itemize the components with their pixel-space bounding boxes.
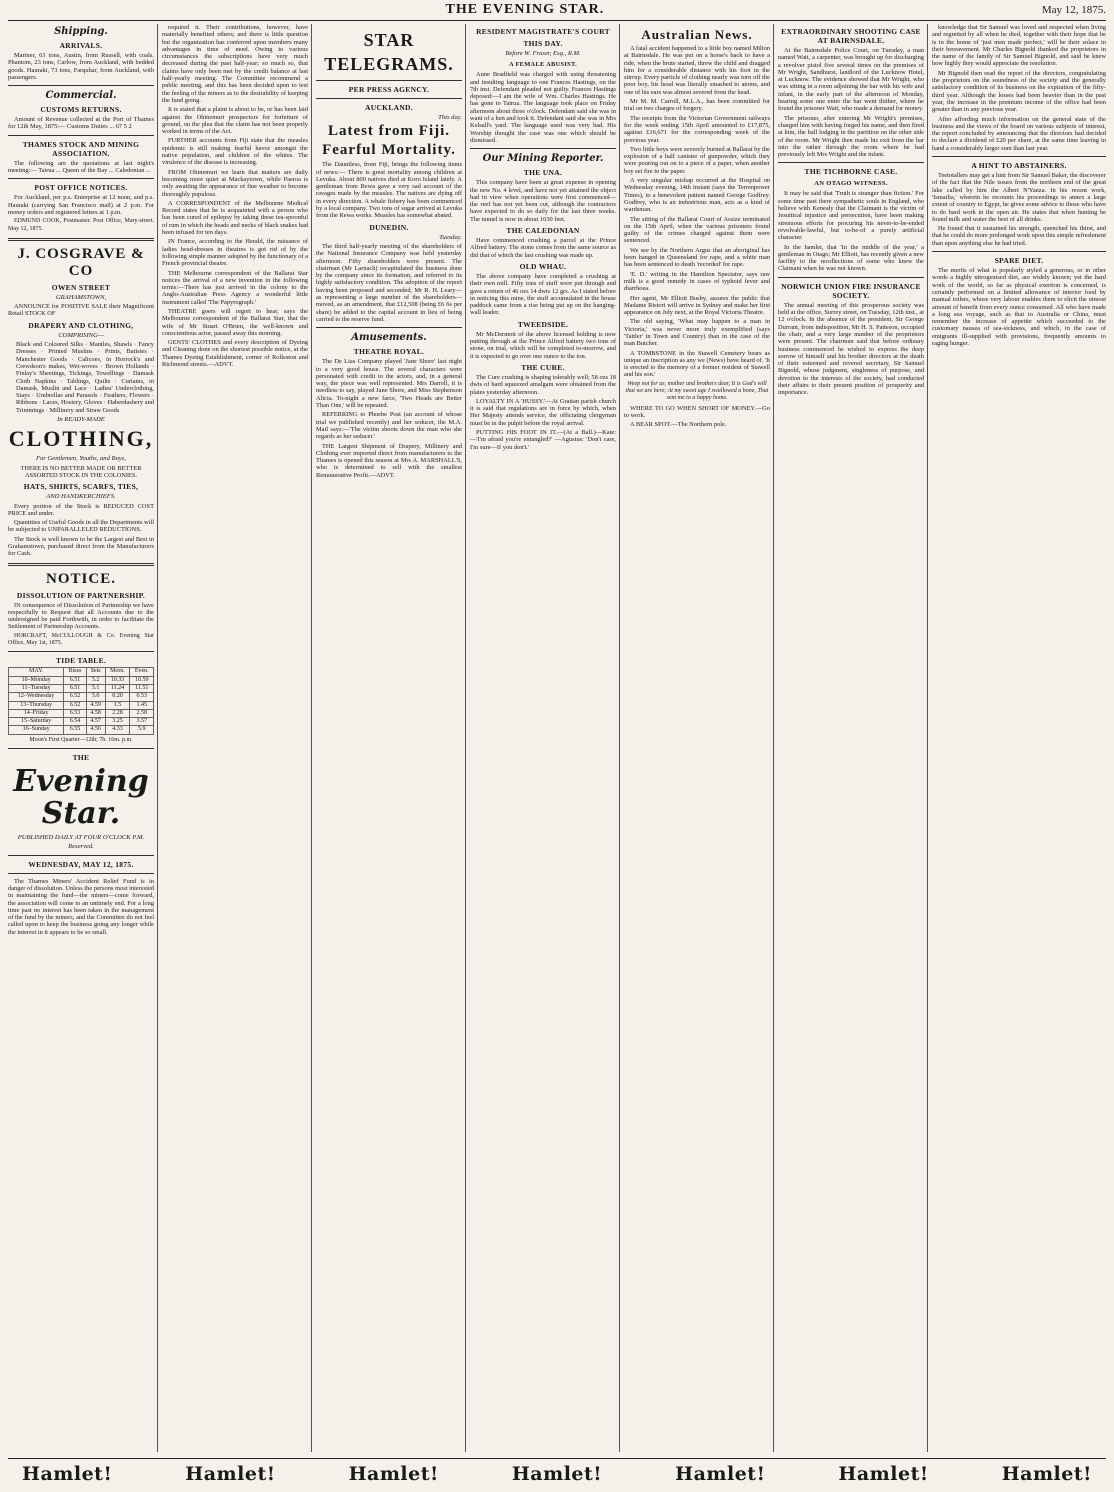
tide-row	[9, 718, 154, 726]
divider	[8, 873, 154, 874]
hint-text-2: He found that it sustained his strength, quenched his thirst, and that he could do more prolonged work upon this simple refreshment than upon anything else he had tried.	[932, 225, 1106, 247]
post-office-text: For Auckland, per p.s. Enterprise at 12 noon, and p.s. Hauraki (carrying San Francisco mail) at 2 p.m. For money orders and registered letters at 1 p.m.	[8, 194, 154, 216]
tide-cell: 15–Saturday	[9, 718, 64, 726]
hats-sub: AND HANDKERCHIEFS.	[46, 493, 116, 501]
tide-column-header: Even.	[130, 668, 154, 676]
news-paragraph: The receipts from the Victorian Government railways for the week ending 15th April amounted to £17,875, against £16,671 for the corresponding week of the previous year.	[624, 114, 770, 144]
news-paragraph: THE Melbourne correspondent of the Ballarat Star notices the arrival of a new invention in the following terms:—There has just arrived in the colony to the Anglo-Australian Press Agency a wonderful little instrument called 'The Papyrograph.'	[162, 269, 308, 306]
cure-text: The Cure crushing is shaping tolerably well; 58 ozs 18 dwts of hard squeezed amalgam were obtained from the plates yesterday afternoon.	[470, 373, 616, 396]
shooting-case-text: At the Bairnsdale Police Court, on Tuesday, a man named Watt, a carpenter, was brought up for discharging a revolver pistol five several times on the premises of Mr Wright, Sandhurst, landlord of the Lucknow Hotel, at Lucknow. The evidence showed that Mr Wright, who was sitting in a room adjoining the bar with his wife and infant, in the early part of the afternoon of Monday, hearing some one enter the bar went thither, where he found the prisoner Watt, who made a demand for money.	[778, 47, 924, 113]
divider	[8, 135, 154, 136]
customs-text: Amount of Revenue collected at the Port of Thames for 12th May, 1875:— Customs Duties ... 67 5 2	[8, 116, 154, 131]
tide-cell: 12–Wednesday	[9, 693, 64, 701]
column-4	[470, 24, 616, 1452]
tweedside-text: Mr McDermott of the above licensed holding is now putting through at the Prince Alfred battery two tons of stone, on trial, which will be completed to-morrow, and it is expected to go over one ounce to the ton.	[470, 330, 616, 360]
tide-cell: 5.0	[86, 693, 105, 701]
column-1	[8, 24, 154, 1452]
caledonian-text: Have commenced crushing a parcel at the Prince Alfred battery. The stone comes from the same source as did that of which the last crushing was made up.	[470, 237, 616, 259]
divider	[8, 651, 154, 652]
tide-cell: 5.1	[86, 684, 105, 692]
news-paragraph: FURTHER accounts from Fiji state that the measles epidemic is still making fearful havoc amongst the native population, and children of the whites. The virulence of the disease is increasing.	[162, 137, 308, 167]
tide-row	[9, 693, 154, 701]
court-text: Anne Bradfield was charged with using threatening and insulting language to one Frances Hastings, on the 7th inst. Defendant pleaded not guilty. Frances Hastings deposed:—I am the wife of Wm. Charles Hastings. He has gone to Tairua. The language took place on Friday afternoon about three o'clock. Defendant said she was in want of a hen and took it. Defendant said she was in Mrs Kelsall's yard. The language used was very bad. His Worship thought the case was one which should be dismissed.	[470, 71, 616, 144]
per-press-heading: PER PRESS AGENCY.	[348, 85, 430, 94]
auckland-heading: AUCKLAND.	[365, 103, 413, 112]
tide-row	[9, 684, 154, 692]
divider	[8, 238, 154, 241]
tide-cell: 4.56	[86, 726, 105, 734]
tide-row	[9, 726, 154, 734]
mining-reporter-heading: Our Mining Reporter.	[482, 153, 604, 165]
bear-spot-text: A BEAR SPOT.—The Northern pole.	[630, 421, 727, 429]
evening-star-nameplate: Evening Star.	[13, 764, 149, 832]
arrivals-heading: ARRIVALS.	[59, 41, 103, 50]
tichborne-heading: THE TICHBORNE CASE.	[804, 167, 898, 177]
column-rule	[311, 24, 312, 1452]
tide-cell: 4.58	[86, 709, 105, 717]
tide-cell: 3.57	[130, 718, 154, 726]
tide-cell: 6.53	[64, 709, 86, 717]
tide-cell: 10–Monday	[9, 676, 64, 684]
shooting-case-text-2: The prisoner, after entering Mr Wright's premises, charged him with having forged his name, and then fired at him, the ball lodging in the partition on the other side of the room. Mr Wright then made his exit from the bar into the rather through the room where he had previously left Mrs Wright and the infant.	[778, 114, 924, 159]
divider	[932, 251, 1106, 252]
cure-heading: THE CURE.	[521, 362, 565, 372]
divider	[778, 162, 924, 163]
this-day-label: This day.	[438, 114, 462, 121]
norwich-heading: NORWICH UNION FIRE INSURANCE SOCIETY.	[781, 281, 921, 300]
post-office-signature: EDMUND COOK, Postmaster. Post Office, Mary-street. May 12, 1875.	[8, 218, 154, 232]
tide-column-header: Sets	[86, 668, 105, 676]
australian-news-heading: Australian News.	[641, 27, 753, 42]
largest-shipment-text: THE Largest Shipment of Drapery, Millinery and Clothing ever imported direct from manufacturers to the Thames is opened this season at Mrs A. MARSHALL'S, who is determined to sell with the smallest Remunerative Profit.—ADVT.	[316, 442, 462, 479]
tide-cell: 16–Sunday	[9, 726, 64, 734]
caledonian-heading: THE CALEDONIAN	[506, 226, 580, 236]
amusements-heading: Amusements.	[351, 332, 427, 344]
tuesday-label: Tuesday.	[439, 233, 462, 241]
old-whau-heading: OLD WHAU.	[519, 261, 567, 271]
notice-heading: NOTICE.	[46, 570, 116, 587]
cosgrave-street: OWEN STREET	[51, 282, 111, 292]
divider	[8, 178, 154, 179]
drapery-heading: DRAPERY AND CLOTHING,	[28, 320, 134, 330]
the-label: THE	[72, 753, 90, 763]
tide-cell: 5.9	[130, 726, 154, 734]
divider	[932, 156, 1106, 157]
customs-heading: CUSTOMS RETURNS.	[40, 105, 122, 115]
tide-column-header: Morn.	[105, 668, 130, 676]
divider	[778, 277, 924, 278]
tide-cell: 1.45	[130, 701, 154, 709]
leader-text: The Thames Miners' Accident Relief Fund is in danger of dissolution. Unless the persons most interested in maintaining the fund—the miners—come forward, the association will come to an untimely end. For a long time past no interest has been taken in the management of the fund by the miners, and the Committee do not feel called upon to keep the business going any longer while the interest in it appears to be so small.	[8, 877, 154, 936]
tide-cell: 10.59	[130, 676, 154, 684]
tide-cell: 6.51	[64, 676, 86, 684]
news-paragraph: A fatal accident happened to a little boy named Milton at Bairnsdale. He was put on a horse's back to have a ride, when the brute started, threw the child and dragged him for a considerable distance with his foot in the stirrup. Every particle of clothing nearly was torn off the poor boy, his head was literally smashed to atoms, and one of his ears was almost severed from the head.	[624, 45, 770, 96]
quantities-text: Quantities of Useful Goods in all the Departments will be subjected to UNPARALLELED REDUCTIONS.	[8, 519, 154, 534]
tide-cell: 13–Thursday	[9, 701, 64, 709]
theatre-text: The De Lias Company played 'Jane Shore' last night to a very good house. The several characters were personated with credit to the actors, and, in a general way, the piece was well represented. Mrs Darrell, it is needless to say, played Jane Shore, and Miss Stephenson Alicia. To-night a new farce, 'Two Heads are Better Than One,' will be repeated.	[316, 358, 462, 410]
tide-cell: 5.2	[86, 676, 105, 684]
masthead-title: THE EVENING STAR.	[445, 2, 605, 17]
theatre-heading: THEATRE ROYAL.	[353, 347, 425, 357]
clothing-heading: CLOTHING,	[8, 426, 154, 452]
tichborne-text: It may be said that 'Truth is stranger than fiction.' For some time past there sympathetic souls in England, who believe with Kenealy that the Claimant is the victim of Jesuitical injustice and persecution, have been making strenuous efforts for procuring his never-to-be-ended revolvable-lawful, but to-be-of a purely artificial character.	[778, 190, 924, 242]
hamlet-ad: Hamlet!	[348, 1463, 439, 1485]
where-to-go-text: WHERE TO GO WHEN SHORT OF MONEY.—Go to work.	[624, 404, 770, 419]
cosgrave-town: GRAHAMSTOWN,	[55, 293, 107, 301]
divider	[316, 327, 462, 328]
hats-heading: HATS, SHIRTS, SCARFS, TIES,	[23, 482, 139, 492]
tide-cell: 4.57	[86, 718, 105, 726]
cosgrave-heading: J. COSGRAVE & CO	[17, 245, 145, 279]
issue-date: WEDNESDAY, MAY 12, 1875.	[28, 859, 134, 869]
tide-cell: 14–Friday	[9, 709, 64, 717]
cosgrave-intro: ANNOUNCE for POSITIVE SALE their Magnificent Retail STOCK OF	[8, 303, 154, 318]
stock-known-text: The Stock is well known to be the Largest and Best in Grahamstown, purchased direct from the Manufacturers for Cash.	[8, 535, 154, 558]
column-2	[162, 24, 308, 1452]
tide-cell: 6.55	[64, 726, 86, 734]
for-gents-label: For Gentlemen, Youths, and Boys,	[35, 455, 127, 463]
tide-cell: 2.58	[130, 709, 154, 717]
moon-phase-text: Moon's First Quarter—12th; 7h. 16m. p.m.	[29, 736, 133, 743]
court-this-day: THIS DAY.	[523, 39, 563, 48]
tide-column-header: MAY.	[9, 668, 64, 676]
norwich-text: The annual meeting of this prosperous society was held at the office, Surrey street, on Tuesday, 12th inst., at 12 o'clock. In the absence of the president, Sir George Durrant, from indisposition, Mr H. S. Patteson, occupied the chair, and a very large number of the proprietors were present. The chairman said that before ordinary business commenced he wished to express the deep sorrow of himself and his brother directors at the death of their esteemed and revered secretary, Sir Samuel Bignold, whose judgment, singleness of purpose, and devotion to the interests of the society, had conducted their affairs to their present position of prosperity and importance.	[778, 301, 924, 397]
news-paragraph: 'E. D.' writing in the Hamilton Spectator, says raw milk is a good remedy in cases of typhoid fever and diarrhoea.	[624, 270, 770, 293]
tide-cell: 0.20	[105, 693, 130, 701]
commercial-heading: Commercial.	[45, 90, 117, 102]
hint-text: Teetotallers may get a hint from Sir Samuel Baker, the discoverer of the fact that the Nile issues from the northern end of the great lake called by him the Albert N'Yanza. In his recent work, 'Ismailia,' wherein he recounts his proceedings to annex a large extent of country to Egypt, he gives some advice to those who have to do hard work in the open air. He states that when hunting he found milk and water the best of all drinks.	[932, 172, 1106, 223]
tichborne-text-2: In the hamlet, that 'In the middle of the year,' a gentleman in Otago; Mr Elliott, has recently given a new facility to the recollections of some who knew the Claimant when he was not known.	[778, 243, 924, 273]
tide-cell: 11–Tuesday	[9, 684, 64, 692]
news-paragraph: The sitting of the Ballarat Court of Assize terminated on the 15th April, when the various prisoners found guilty of the crimes charged against them were sentenced.	[624, 215, 770, 245]
una-heading: THE UNA.	[523, 168, 563, 178]
court-before: Before W. Fraser, Esq., R.M.	[505, 50, 581, 57]
tide-table	[8, 667, 154, 734]
news-paragraph: It is stated that a plaint is about to be, or has been laid against the Ohinemuri prospectors for forfeiture of ground, on the plea that the claim has not been properly worked in terms of the Act.	[162, 106, 308, 136]
thames-stock-heading: THAMES STOCK AND MINING ASSOCIATION.	[22, 139, 140, 158]
masthead-date: May 12, 1875.	[1041, 4, 1106, 16]
tide-table-heading: TIDE TABLE.	[55, 656, 107, 666]
hamlet-ad: Hamlet!	[22, 1463, 113, 1485]
column-5	[624, 24, 770, 1452]
tide-cell: 4.59	[86, 701, 105, 709]
cosgrave-items: Black and Coloured Silks · Mantles, Shawls · Fancy Dresses · Printed Muslins · Prints, Batistes · Manchester Goods · Calicoes, in Horrock's and Crewdson's makes, Wet-woves · Brown Hollands · Finlay's Sheetings, Tickings, Towellings · Damask Cloth Napkins · Tablings, Quilts · Curtains, in Damask, Muslin and Lace · Ladies' Underclothing, Stays · Umbrellas and Parasols · Feathers, Flowers · Ribbons · Laces, Hosiery, Gloves · Haberdashery and Trimmings · Millinery and Straw Goods	[16, 341, 154, 414]
column-6	[778, 24, 924, 1452]
column-rule	[465, 24, 466, 1452]
putting-foot-text: PUTTING HIS FOOT IN IT.—(At a Ball.)—Kate:—'I'm afraid you're entangled?' —Agustus: 'Don't care, I'm sure—If you don't.'	[470, 428, 616, 451]
published-label: PUBLISHED DAILY AT FOUR O'CLOCK P.M.	[17, 834, 145, 842]
old-whau-text: The above company have completed a crushing at their own mill. Fifty tons of stuff were put through and gave a return of 46 ozs 14 dwts 12 grs. As I stated before in noticing this mine, the stuff accumulated in the house paddock came from a rise being put up on the hanging-wall leader.	[470, 272, 616, 317]
every-portion-text: Every portion of the Stock is REDUCED COST PRICE and under.	[8, 502, 154, 517]
column-rule	[927, 24, 928, 1452]
spare-diet-text: The merits of what is popularly styled a generous, or in other words a highly nitrogenised diet, are widely known; yet the hard work of the world, so far as physical exertion is concerned, is certainly performed on a limited allowance of interior food by manual toilers, whose very labour enables them to elicit the utmost amount of benefit from every ounce consumed. All who have made a long sea voyage, such as that to Australia or China, must remember the increase of appetite which succeeded to the customary nausea of sea-sickness, and which, in the case of emigrants ill-supplied with provisions, frequently amounts to raging hunger.	[932, 267, 1106, 347]
dissolution-heading: DISSOLUTION OF PARTNERSHIP.	[16, 590, 146, 600]
tide-cell: 3.25	[105, 718, 130, 726]
tide-cell: 11.51	[130, 684, 154, 692]
news-paragraph: required it. Their contributions, however, have materially benefited others; and there is little question but the organization has conferred upon members many advantages in time of need. Owing to various circumstances the subscriptions have very much decreased during the past half-year; so much so, that claims have only been met by the credit balance at last half-yearly meeting. The Committee recommend a public meeting, and this has been decided upon to test the feeling of the miners as to the desirability of keeping the fund going.	[162, 24, 308, 104]
epitaph-poem: Weep not for us, mother and brothers dear, It is God's will that we are here; At my sweet age I swallowed a bone, That sent me to a happy home.	[625, 380, 769, 402]
tide-cell: 0.53	[130, 693, 154, 701]
dunedin-text: The third half-yearly meeting of the shareholders of the National Insurance Company was held yesterday afternoon. Fifty shareholders were present. The chairman (Mr Larnach) recapitulated the business done by the company since its formation, and referred to its highly satisfactory condition. The adoption of the report having been proposed and seconded, Mr R. H. Leary—as representing a large number of the shareholders—moved, as an amendment, that £12,508 (being £6 6s per share) be added to the capital account in lieu of being carried to the reserve fund.	[316, 242, 462, 323]
tide-column-header: Rises	[64, 668, 86, 676]
news-paragraph: Two little boys were severely burned at Ballarat by the explosion of a half canister of gunpowder, which they were pouring out on to a piece of a paper, when another boy set fire to the paper.	[624, 145, 770, 175]
news-paragraph: A TOMBSTONE in the Stawell Cemetery bears as unique an inscription as any we (News) have heard of. 'It is erected to the memory of a former resident of Stawell and his son.'	[624, 349, 770, 379]
column-rule	[773, 24, 774, 1452]
tide-cell: 6.54	[64, 718, 86, 726]
news-paragraph: GENTS' CLOTHES and every description of Dyeing and Cleaning done on the shortest possible notice, at the Thames Dyeing Establishment, corner of Rolleston and Richmond streets.—ADVT.	[162, 339, 308, 369]
tide-row	[9, 709, 154, 717]
dissolution-signature: HORCRAFT, McCULLOUGH & Co. Evening Star Office, May 1st, 1875.	[8, 632, 154, 647]
hamlet-ad: Hamlet!	[511, 1463, 603, 1485]
dunedin-heading: DUNEDIN.	[369, 222, 409, 232]
tide-cell: 6.52	[64, 693, 86, 701]
tide-cell: 1.5	[105, 701, 130, 709]
reserved-label: Reserved.	[68, 843, 94, 851]
news-paragraph: Mr Bignold then read the report of the directors, congratulating the proprietors on the soundness of the society and the generally satisfactory condition of its business on the expiration of the fifty-third year. Although the losses had been heavier than in the past year, the increase in the premium income of the office had been greater than in any previous year.	[932, 69, 1106, 114]
tide-row	[9, 701, 154, 709]
tide-row	[9, 676, 154, 684]
ready-made-label: In READY-MADE	[57, 416, 105, 424]
divider	[8, 855, 154, 856]
court-heading: RESIDENT MAGISTRATE'S COURT	[476, 27, 610, 36]
news-paragraph: Mr M. M. Carroll, M.L.A., has been committed for trial on two charges of forgery.	[624, 98, 770, 113]
female-abusist-heading: A FEMALE ABUSIST.	[508, 61, 577, 69]
hint-abstainers-heading: A HINT TO ABSTAINERS.	[971, 161, 1067, 171]
fearful-mortality-heading: Fearful Mortality.	[322, 142, 456, 159]
tide-cell: 6.51	[64, 684, 86, 692]
column-rule	[619, 24, 620, 1452]
divider	[8, 748, 154, 749]
divider	[470, 148, 616, 149]
column-3	[316, 24, 462, 1452]
una-text: This company have been at great expense in opening the new No. 4 level, and have not yet attained the object had in view when operations were first commenced—the reef has not yet been cut, although the contractors have expected to do so daily for the last three weeks. The tunnel is now in about 1030 feet.	[470, 179, 616, 223]
divider	[316, 98, 462, 99]
divider	[316, 80, 462, 81]
news-paragraph: Her agent, Mr Elliott Busby, assures the public that Madame Ristori will arrive in Sydney and make her first appearance on July next, at the Royal Victoria Theatre.	[624, 294, 770, 317]
news-paragraph: We see by the Northern Argus that an aboriginal has been hanged in Queensland for rape, and a white man has been sentenced to death 'recorded' for rape.	[624, 246, 770, 269]
fiji-text: The Dauntless, from Fiji, brings the following items of news:— There is great mortality among children at Levuka. About 800 natives died at Koro Island lately. A gentleman from Rewa gave a very sad account of the ravages made by the measles. The natives are dying off in every direction. A whale fishery has been commenced by a local company. Two tons of sugar arrived at Levuka from the Rewa works. Measles has somewhat abated.	[316, 161, 462, 220]
footer-ad-strip	[8, 1458, 1106, 1489]
tide-cell: 6.52	[64, 701, 86, 709]
latest-fiji-heading: Latest from Fiji.	[327, 123, 451, 140]
thames-stock-text: The following are the quotations at last night's meeting:— Tairua ... Queen of the Bay ... Caledonian ...	[8, 159, 154, 175]
news-paragraph: A very singular mishap occurred at the Hospital on Wednesday evening, 14th instant (says the Terrenpower Times), to a benevolent patient named George Godfrey. Godfrey, who is an industrious man, acts as a kind of wardsman.	[624, 177, 770, 214]
otago-witness-heading: AN OTAGO WITNESS.	[814, 180, 888, 188]
dissolution-text: IN consequence of Dissolution of Partnership we have respectfully to Request that all Accounts due to the undersigned be paid Forthwith, in order to facilitate the Settlement of Partnership Accounts.	[8, 601, 154, 631]
news-paragraph: THEATRE goers will regret to hear, says the Melbourne correspondent of the Ballarat Star, that the wife of Mr Stuart O'Brien, the well-known and conscientious actor, passed away this morning.	[162, 307, 308, 337]
comprising-label: COMPRISING—	[58, 331, 104, 339]
news-paragraph: IN France, according to the Herald, the nuisance of ladies head-dresses in theatres is got rid of by the following simple manner adopted by the functionary of a French provincial theatre.	[162, 238, 308, 268]
tide-cell: 4.33	[105, 726, 130, 734]
tweedside-heading: TWEEDSIDE.	[517, 319, 569, 329]
news-paragraph: knowledge that Sir Samuel was loved and respected when living and regretted by all when he died, together with their hope that he is in the home of 'just men made perfect,' will be their solace in their bereavement. Mr Charles Bignold thanked the proprietors in the name of the family of Sir Samuel Bignold, and said he knew how highly they would appreciate the resolution.	[932, 24, 1106, 68]
hamlet-ad: Hamlet!	[185, 1463, 276, 1485]
divider	[8, 85, 154, 86]
news-paragraph: After affording much information on the general state of the business and the views of the board on various subjects of interest, the report concluded by announcing that the directors had decided to declare a dividend of £20 per share, at the same time leaving in hand a considerably larger sum than last year.	[932, 115, 1106, 152]
arrivals-text: Mariner, 63 tons, Austin, from Russell, with coals. Phantom, 23 tons, Carlow, from Auckland, with bedded goods. Hauraki, 73 tons, Farquhar, from Auckland, with passengers.	[8, 52, 154, 81]
hamlet-ad: Hamlet!	[675, 1463, 766, 1485]
masthead	[8, 0, 1106, 21]
star-telegrams-heading: STAR TELEGRAMS.	[324, 30, 454, 74]
news-paragraph: FROM Ohinemuri we learn that matters are daily becoming more quiet at Mackaytown, while Paeroa is only awaiting the appearance of fine weather to become thoroughly populous.	[162, 168, 308, 198]
no-better-text: THERE IS NO BETTER MADE OR BETTER ASSORTED STOCK IN THE COLONIES.	[20, 464, 142, 479]
hamlet-ad: Hamlet!	[1001, 1463, 1092, 1485]
tide-cell: 10.33	[105, 676, 130, 684]
tide-cell: 11.24	[105, 684, 130, 692]
news-paragraph: The old saying, 'What may happen to a man in Victoria,' was never more truly exemplified (says 'Tattler' in Town and Country) than in the case of the man Butcher.	[624, 318, 770, 348]
referring-text: REFERRING to Phoebe Post (an account of whose trial we published recently) and her seducer, the M.A. Mail says:—'The victim shoots down the man who she regards as her seducer.'	[316, 411, 462, 441]
column-7	[932, 24, 1106, 1452]
loyalty-text: LOYALTY IN A 'HUSSY.'—At Grattan parish church it is said that regulations are in force by which, when Her Majesty attends service, the officiating clergyman must be in the pulpit before the royal arrival.	[470, 397, 616, 427]
hamlet-ad: Hamlet!	[838, 1463, 929, 1485]
divider	[8, 563, 154, 566]
spare-diet-heading: SPARE DIET.	[994, 256, 1044, 266]
shooting-case-heading: EXTRAORDINARY SHOOTING CASE AT BAIRNSDALE.	[781, 27, 921, 45]
post-office-heading: POST OFFICE NOTICES.	[34, 183, 128, 193]
news-paragraph: A CORRESPONDENT of the Melbourne Medical Record states that he is acquainted with a person who has been cured of epilepsy by taking these tea-spoonful of rum in which the heads and necks of black snakes had been infused for ten days.	[162, 199, 308, 237]
shipping-heading: Shipping.	[54, 26, 108, 37]
tide-cell: 2.28	[105, 709, 130, 717]
column-rule	[157, 24, 158, 1452]
